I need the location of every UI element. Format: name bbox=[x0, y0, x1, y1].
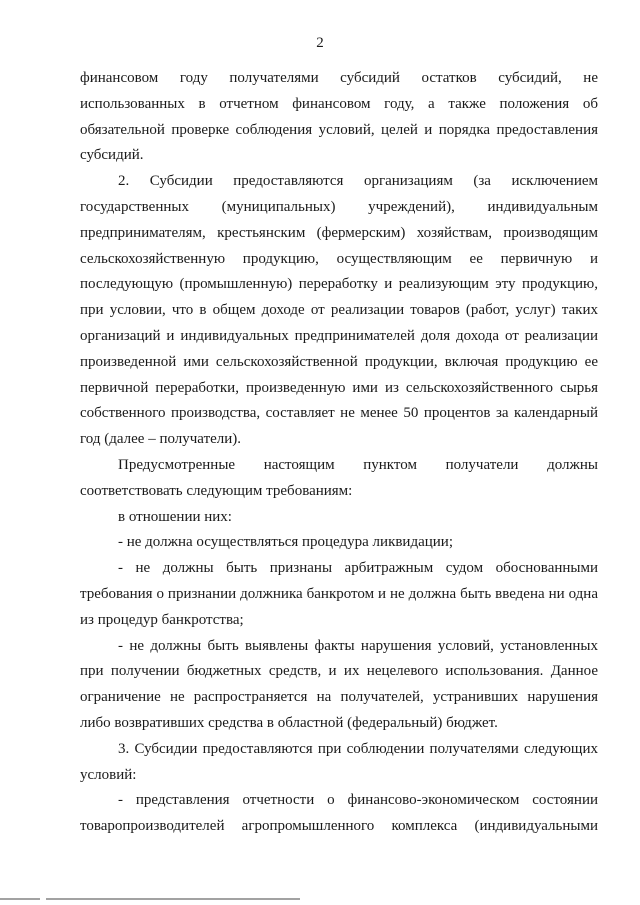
list-item-budget-violations: - не должны быть выявлены факты нарушения условий, установленных при получении бюджетных средств, и их нецелевого использования. Данное ограничение не распространяется на получателей, устранивших нарушения либо возвративших средства в областной (федеральный) бюджет. bbox=[80, 637, 598, 731]
page-number: 2 bbox=[316, 35, 324, 51]
list-item-liquidation: - не должна осуществляться процедура ликвидации; bbox=[118, 534, 454, 551]
paragraph-regarding-them: в отношении них: bbox=[118, 508, 232, 525]
scan-edge-divider bbox=[0, 898, 640, 900]
document-body bbox=[80, 66, 598, 840]
paragraph-requirements-intro: Предусмотренные настоящим пунктом получатели должны соответствовать следующим требованиям: bbox=[80, 456, 598, 499]
list-item-reporting: - представления отчетности о финансово-экономическом состоянии товаропроизводителей агропромышленного комплекса (индивидуальными bbox=[80, 792, 598, 835]
paragraph-section-3: 3. Субсидии предоставляются при соблюдении получателями следующих условий: bbox=[80, 740, 598, 783]
list-item-bankruptcy: - не должны быть признаны арбитражным судом обоснованными требования о признании должника банкротом и не должна быть введена ни одна из процедур банкротства; bbox=[80, 560, 598, 628]
paragraph-continuation: финансовом году получателями субсидий остатков субсидий, не использованных в отчетном финансовом году, а также положения об обязательной проверке соблюдения условий, целей и порядка предоставления субсидий. bbox=[80, 70, 598, 164]
paragraph-section-2: 2. Субсидии предоставляются организациям (за исключением государственных (муниципальных) учреждений), индивидуальным предпринимателям, крестьянским (фермерским) хозяйствам, производящим сельскохозяйственную продукцию, осуществляющим ее первичную и последующую (промышленную) переработку и реализующим эту продукцию, при условии, что в общем доходе от реализации товаров (работ, услуг) таких организаций и индивидуальных предпринимателей доля дохода от реализации произведенной ими сельскохозяйственной продукции, включая продукцию ее первичной переработки, произведенную ими из сельскохозяйственного сырья собственного производства, составляет не менее 50 процентов за календарный год (далее – получатели). bbox=[80, 173, 598, 448]
